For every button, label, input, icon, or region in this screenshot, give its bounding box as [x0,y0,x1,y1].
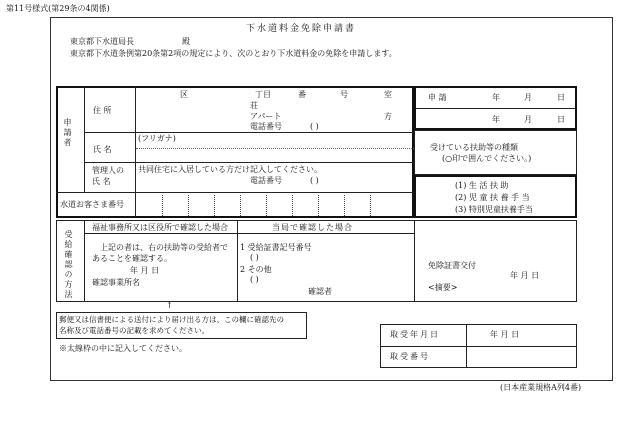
applicant-side-label: 申請者 [63,118,72,148]
application-label: 申 請 [428,93,447,102]
name-label: 氏 名 [93,145,112,154]
chome-text: 丁目 [255,90,271,99]
manager-phone-field[interactable]: ( ) [310,176,319,185]
go-text: 号 [340,90,348,99]
honorific: 殿 [182,37,190,46]
assistance-box [414,130,577,175]
assistance-item-2[interactable]: (2) 児 童 扶 養 手 当 [455,193,530,202]
furigana-label: (フリガナ) [138,134,176,143]
certificate-label: 免除証書交付 [428,261,476,270]
kata-text: 方 [384,112,392,121]
assistance-title: 受けている扶助等の種類 [430,143,518,152]
note-arrow: ↑ [166,301,173,310]
confirmer-label: 確認者 [308,287,332,296]
form-number: 第11号様式(第29条の4関係) [6,4,110,13]
assistance-item-3[interactable]: (3) 特別児童扶養手当 [455,205,533,214]
shitsu-text: 室 [384,90,392,99]
so-text: 荘 [250,101,258,110]
welfare-text-1: 上記の者は、右の扶助等の受給者で [100,243,228,252]
standard-note: (日本産業規格A列4番) [500,383,582,392]
address-label: 住 所 [93,106,112,115]
manager-label-1: 管理人の [92,166,124,175]
office-item-2: 2 その他 [240,265,272,274]
assistance-item-1[interactable]: (1) 生 活 扶 助 [455,181,509,190]
office-item-1-field[interactable]: ( ) [250,253,259,262]
application-month: 月 [524,93,532,102]
address-phone-label: 電話番号 [250,122,282,131]
confirmation-side-label: 受給確認の方法 [64,230,73,300]
apartment-text: アパート [250,112,282,121]
ward-text: 区 [180,90,188,99]
application-year: 年 [492,93,500,102]
welfare-office-label: 確認事業所名 [92,278,140,287]
manager-label-2: 氏 名 [92,177,111,186]
manager-note: 共同住宅に入居している方だけ記入してください。 [138,165,322,174]
welfare-text-2: あることを確認する。 [92,254,172,263]
receipt-date-label: 取受年月日 [390,330,440,339]
application-month-2: 月 [524,115,532,124]
certificate-date: 年 月 日 [510,271,540,280]
welfare-header: 福祉事務所又は区役所で確認した場合 [92,223,228,232]
receipt-date-value: 年 月 日 [490,330,520,339]
summary-label: <摘要> [428,283,458,292]
office-item-1: 1 受給証書記号番号 [240,243,312,252]
assistance-instruction: (○印で囲んでください。) [442,154,532,163]
application-day-2: 日 [557,115,565,124]
statement: 東京都下水道条例第20条第2項の規定により、次のとおり下水道料金の免除を申請します。 [70,49,397,58]
office-header: 当局で確認した場合 [272,223,353,232]
thick-border-note: ※太線枠の中に記入してください。 [59,344,187,353]
welfare-date: 年 月 日 [130,266,160,275]
form-title: 下水道料金免除申請書 [246,24,357,34]
customer-number-label: 水道お客さま番号 [60,200,124,209]
receipt-number-label: 取受番号 [390,352,430,361]
application-day: 日 [557,93,565,102]
application-year-2: 年 [492,115,500,124]
office-item-2-field[interactable]: ( ) [250,275,259,284]
address-phone-field[interactable]: ( ) [310,122,319,131]
mail-note-2: 名称及び電話番号の記載を求めてください。 [59,326,209,335]
addressee: 東京都下水道局長 [70,37,134,46]
mail-note-1: 郵便又は信書便による送付により届け出る方は、この欄に確認先の [59,315,284,324]
manager-phone-label: 電話番号 [250,176,282,185]
banchi-text: 番 [298,90,306,99]
